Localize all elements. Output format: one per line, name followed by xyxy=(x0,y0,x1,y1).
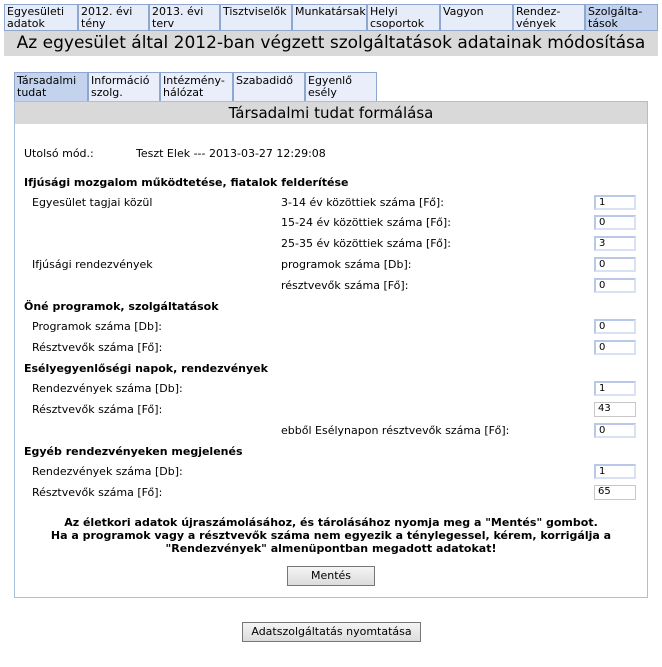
selfhelp-participants-label: Résztvevők száma [Fő]: xyxy=(32,341,163,354)
age-25-35-label: 25-35 év közöttiek száma [Fő]: xyxy=(281,237,451,250)
youth-programs-label: programok száma [Db]: xyxy=(281,258,412,271)
other-participants-label: Résztvevők száma [Fő]: xyxy=(32,486,163,499)
selfhelp-participants-input[interactable]: 0 xyxy=(594,340,636,355)
tab-intezmeny-halozat[interactable]: Intézmény- hálózat xyxy=(160,72,233,101)
other-heading: Egyéb rendezvényeken megjelenés xyxy=(24,445,243,458)
age-3-14-label: 3-14 év közöttiek száma [Fő]: xyxy=(281,196,444,209)
nav-tab-helyi-csoportok[interactable]: Helyi csoportok xyxy=(367,4,440,31)
nav-tab-2012-teny[interactable]: 2012. évi tény xyxy=(78,4,149,31)
equal-participants-label: Résztvevők száma [Fő]: xyxy=(32,403,163,416)
equal-events-label: Rendezvények száma [Db]: xyxy=(32,382,183,395)
other-events-label: Rendezvények száma [Db]: xyxy=(32,465,183,478)
age-3-14-input[interactable]: 1 xyxy=(594,195,636,210)
age-15-24-label: 15-24 év közöttiek száma [Fő]: xyxy=(281,216,451,229)
nav-tab-munkatarsak[interactable]: Munkatársak xyxy=(292,4,367,31)
page-title: Az egyesület által 2012-ban végzett szolgáltatások adatainak módosítása xyxy=(4,31,658,56)
sub-tabs xyxy=(14,72,377,101)
tab-szabadido[interactable]: Szabadidő xyxy=(233,72,305,101)
notice-line-2: Ha a programok vagy a résztvevők száma nem egyezik a ténylegessel, kérem, korrigálja a xyxy=(50,529,612,542)
form-panel xyxy=(14,101,648,598)
nav-tab-egyesuleti-adatok[interactable]: Egyesületi adatok xyxy=(4,4,78,31)
print-button[interactable]: Adatszolgáltatás nyomtatása xyxy=(242,622,421,642)
youth-heading: Ifjúsági mozgalom működtetése, fiatalok felderítése xyxy=(24,176,349,189)
nav-tab-vagyon[interactable]: Vagyon xyxy=(440,4,513,31)
selfhelp-programs-input[interactable]: 0 xyxy=(594,319,636,334)
equal-day-participants-input[interactable]: 0 xyxy=(594,423,636,438)
youth-programs-input[interactable]: 0 xyxy=(594,257,636,272)
nav-tab-2013-terv[interactable]: 2013. évi terv xyxy=(149,4,220,31)
equal-day-participants-label: ebből Esélynapon résztvevők száma [Fő]: xyxy=(281,424,510,437)
other-events-input[interactable]: 1 xyxy=(594,464,636,479)
tab-tarsadalmi-tudat[interactable]: Társadalmi tudat xyxy=(14,72,88,101)
nav-tab-tisztviselok[interactable]: Tisztviselők xyxy=(220,4,292,31)
last-mod-label: Utolsó mód.: xyxy=(24,147,94,160)
nav-tab-szolgaltatasok[interactable]: Szolgálta- tások xyxy=(585,4,658,31)
youth-members-label: Egyesület tagjai közül xyxy=(32,196,153,209)
last-mod-value: Teszt Elek --- 2013-03-27 12:29:08 xyxy=(136,147,326,160)
equal-heading: Esélyegyenlőségi napok, rendezvények xyxy=(24,362,268,375)
tab-informacio-szolg[interactable]: Információ szolg. xyxy=(88,72,160,101)
notice-line-3: "Rendezvények" almenüpontban megadott adatokat! xyxy=(165,542,497,555)
notice-line-1: Az életkori adatok újraszámolásához, és tárolásához nyomja meg a "Mentés" gombot. xyxy=(64,516,598,529)
other-participants-input[interactable]: 65 xyxy=(594,485,636,500)
youth-events-label: Ifjúsági rendezvények xyxy=(32,258,153,271)
notice-text xyxy=(15,516,647,555)
youth-participants-input[interactable]: 0 xyxy=(594,278,636,293)
selfhelp-programs-label: Programok száma [Db]: xyxy=(32,320,162,333)
age-25-35-input[interactable]: 3 xyxy=(594,236,636,251)
age-15-24-input[interactable]: 0 xyxy=(594,215,636,230)
top-navigation xyxy=(4,4,658,31)
youth-participants-label: résztvevők száma [Fő]: xyxy=(281,279,409,292)
equal-participants-input[interactable]: 43 xyxy=(594,402,636,417)
nav-tab-rendezvenyek[interactable]: Rendez- vények xyxy=(513,4,585,31)
section-title: Társadalmi tudat formálása xyxy=(15,102,647,124)
tab-egyenlo-esely[interactable]: Egyenlő esély xyxy=(305,72,377,101)
equal-events-input[interactable]: 1 xyxy=(594,381,636,396)
selfhelp-heading: Öné programok, szolgáltatások xyxy=(24,300,219,313)
save-button[interactable]: Mentés xyxy=(287,566,375,586)
